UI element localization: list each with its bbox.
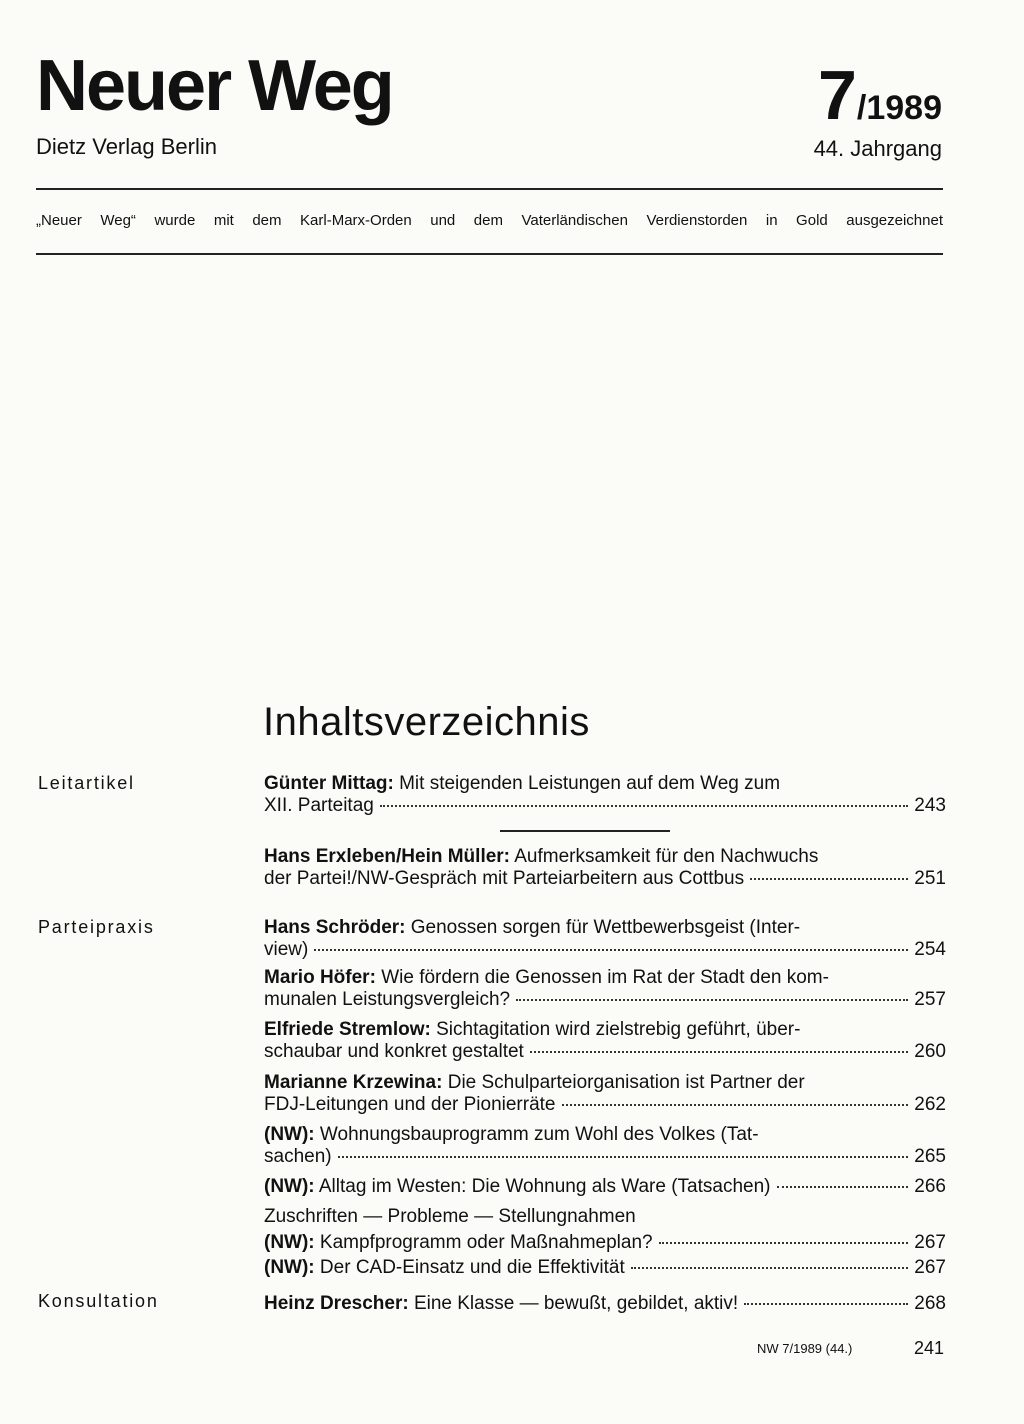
entry-page: 257 (914, 989, 946, 1010)
entry-title: Mit steigenden Leistungen auf dem Weg zum (399, 773, 781, 794)
footer-page-number: 241 (914, 1338, 945, 1358)
entry-author: Mario Höfer: (264, 967, 376, 988)
entry-title-cont: der Partei!/NW-Gespräch mit Parteiarbeitern aus Cottbus (264, 868, 745, 889)
dot-leader (659, 1242, 909, 1244)
toc-entry[interactable] (264, 917, 946, 961)
section-konsultation: Konsultation (38, 1291, 159, 1311)
issue-number-value: 7 (817, 56, 857, 134)
entry-page: 251 (914, 868, 946, 889)
toc-entry[interactable] (264, 1293, 946, 1315)
entry-page: 265 (914, 1146, 946, 1167)
dot-leader (631, 1267, 909, 1269)
dot-leader (380, 805, 908, 807)
dot-leader (530, 1051, 908, 1053)
magazine-title: Neuer Weg (36, 46, 393, 126)
dot-leader (562, 1104, 909, 1106)
entry-title: Alltag im Westen: Die Wohnung als Ware (Tatsachen) (318, 1176, 771, 1197)
toc-entry[interactable] (264, 1019, 946, 1063)
entry-page: 243 (914, 795, 946, 816)
issue-slash: / (856, 89, 867, 127)
section-parteipraxis: Parteipraxis (38, 917, 155, 937)
toc-entry[interactable] (264, 1232, 946, 1254)
entry-title-cont: view) (264, 939, 309, 960)
entry-title: Der CAD-Einsatz und die Effektivität (319, 1257, 625, 1278)
entry-title: Die Schulparteiorganisation ist Partner der (447, 1072, 805, 1093)
entry-page: 266 (914, 1176, 946, 1197)
entry-author: Hans Erxleben/Hein Müller: (264, 846, 511, 867)
footer-issue: NW 7/1989 (44.) (757, 1341, 853, 1356)
entry-author: (NW): (264, 1176, 315, 1197)
bottom-rule (36, 253, 943, 255)
entry-title: Wohnungsbauprogramm zum Wohl des Volkes (Tat- (319, 1124, 759, 1145)
toc-entry[interactable] (264, 1176, 946, 1198)
entry-page: 267 (914, 1257, 946, 1278)
entry-page: 267 (914, 1232, 946, 1253)
toc-heading: Inhaltsverzeichnis (263, 700, 590, 744)
entry-title: Kampfprogramm oder Maßnahmeplan? (319, 1232, 653, 1253)
entry-author: Heinz Drescher: (264, 1293, 409, 1314)
award-notice: „Neuer Weg“ wurde mit dem Karl-Marx-Orden und dem Vaterländischen Verdienstorden in Gold ausgezeichnet (36, 212, 943, 229)
dot-leader (744, 1303, 908, 1305)
volume: 44. Jahrgang (813, 136, 942, 161)
toc-subheading (264, 1206, 946, 1228)
entry-title: Eine Klasse — bewußt, gebildet, aktiv! (413, 1293, 739, 1314)
issue-number (817, 56, 942, 134)
entry-title-cont: XII. Parteitag (264, 795, 374, 816)
dot-leader (750, 878, 908, 880)
subheading-text: Zuschriften — Probleme — Stellungnahmen (264, 1206, 636, 1227)
entry-author: Elfriede Stremlow: (264, 1019, 431, 1040)
entry-author: (NW): (264, 1257, 315, 1278)
top-rule (36, 188, 943, 190)
toc-entry[interactable] (264, 1257, 946, 1279)
publisher: Dietz Verlag Berlin (36, 134, 217, 159)
dot-leader (777, 1186, 909, 1188)
toc-entry[interactable] (264, 773, 946, 817)
entry-author: Hans Schröder: (264, 917, 406, 938)
entry-author: (NW): (264, 1232, 315, 1253)
entry-title: Aufmerksamkeit für den Nachwuchs (514, 846, 819, 867)
toc-entry[interactable] (264, 1072, 946, 1116)
dot-leader (314, 949, 908, 951)
entry-divider (500, 830, 670, 832)
toc-entry[interactable] (264, 967, 946, 1011)
entry-page: 262 (914, 1094, 946, 1115)
dot-leader (516, 999, 908, 1001)
entry-title: Sichtagitation wird zielstrebig geführt, über- (436, 1019, 801, 1040)
entry-title: Genossen sorgen für Wettbewerbsgeist (Inter- (410, 917, 801, 938)
entry-author: Marianne Krzewina: (264, 1072, 443, 1093)
entry-page: 268 (914, 1293, 946, 1314)
section-leitartikel: Leitartikel (38, 773, 135, 793)
dot-leader (338, 1156, 909, 1158)
entry-title-cont: FDJ-Leitungen und der Pionierräte (264, 1094, 556, 1115)
toc-entry[interactable] (264, 1124, 946, 1168)
issue-year: 1989 (866, 89, 942, 127)
entry-title-cont: schaubar und konkret gestaltet (264, 1041, 524, 1062)
entry-author: Günter Mittag: (264, 773, 394, 794)
entry-page: 260 (914, 1041, 946, 1062)
entry-author: (NW): (264, 1124, 315, 1145)
entry-title-cont: munalen Leistungsvergleich? (264, 989, 511, 1010)
entry-title-cont: sachen) (264, 1146, 332, 1167)
entry-page: 254 (914, 939, 946, 960)
entry-title: Wie fördern die Genossen im Rat der Stadt den kom- (381, 967, 829, 988)
toc-entry[interactable] (264, 846, 946, 890)
